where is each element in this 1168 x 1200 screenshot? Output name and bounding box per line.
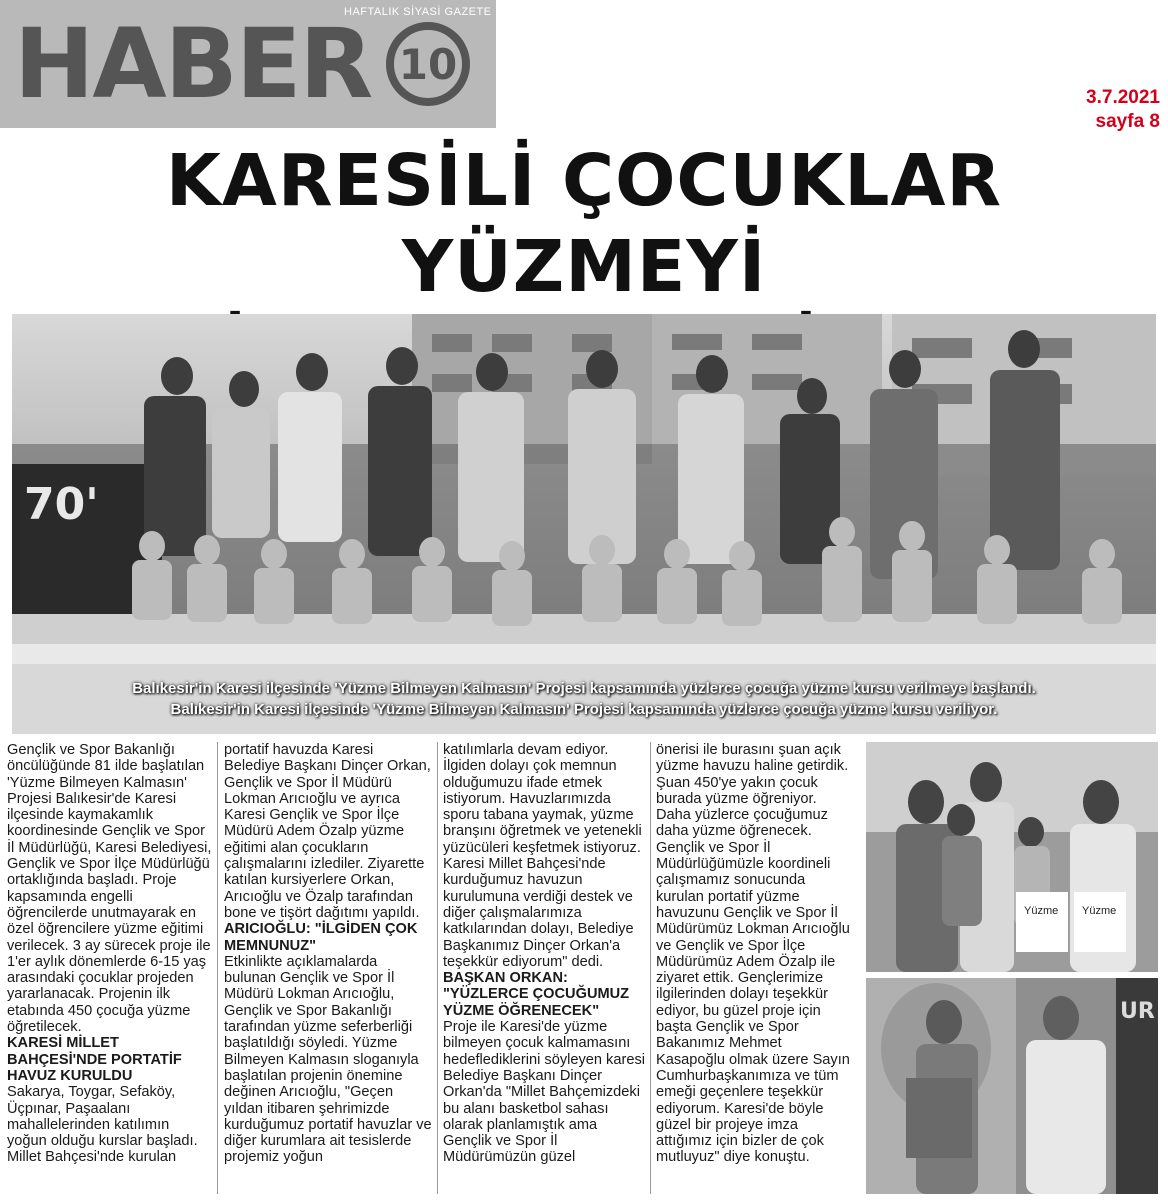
side-photo-bottom [866, 978, 1158, 1194]
article-subheading: BAŞKAN ORKAN: "YÜZLERCE ÇOCUĞUMUZ YÜZME ÖĞRENECEK" [443, 970, 630, 1019]
column-divider [650, 742, 651, 1194]
masthead [0, 0, 496, 128]
article-paragraph: Etkinlikte açıklamalarda bulunan Gençlik ve Spor İl Müdürü Lokman Arıcıoğlu, Gençlik ve Spor Bakanlığı tarafından yüzme seferberliği başlatıldığı söyledi. Yüzme Bilmeyen Kalmasın sloganıyla başlatılan projenin önemine değinen Arıcıoğlu, "Geçen yıldan itibaren şehrimizde kurduğumuz portatif havuzlar ve diğer kurumlara ait tesislerde projemiz yoğun [224, 953, 432, 1166]
column-divider [217, 742, 218, 1194]
side-banner-fragment: UR [1120, 999, 1155, 1024]
article-column-4 [656, 742, 854, 1166]
article-column-2 [224, 742, 432, 1166]
article-paragraph: Sakarya, Toygar, Sefaköy, Üçpınar, Paşaalanı mahallelerinden katılımın yoğun olduğu kurslar başladı. Millet Bahçesi'nde kurulan [7, 1084, 198, 1166]
article-column-3 [443, 742, 645, 1166]
article-subheading: KARESİ MİLLET BAHÇESİ'NDE PORTATİF HAVUZ KURULDU [7, 1035, 182, 1084]
column-divider [437, 742, 438, 1194]
side-photo-top-image [866, 742, 1158, 972]
issue-date: 3.7.2021 [1086, 87, 1160, 108]
issue-info [1086, 86, 1160, 134]
masthead-number: 10 [386, 22, 470, 106]
side-photo-bottom-image [866, 978, 1158, 1194]
article-paragraph: önerisi ile burasını şuan açık yüzme havuzu haline getirdik. Şuan 450'ye yakın çocuk burada yüzme öğreniyor. Daha yüzlerce çocuğumuz daha yüzme öğrenecek. Gençlik ve Spor İl Müdürlüğümüzle koordineli çalışmamız sonucunda kurulan portatif yüzme havuzunu Gençlik ve Spor İl Müdürümüz Lokman Arıcıoğlu ve Gençlik ve Spor İlçe Müdürümüz Adem Özalp ile ziyaret ettik. Gençlerimize ilgilerinden dolayı teşekkür ediyor, bu güzel proje için başta Gençlik ve Spor Bakanımız Mehmet Kasapoğlu olmak üzere Sayın Cumhurbaşkanımıza ve tüm emeği geçenlere teşekkür ediyorum. Karesi'de böyle güzel bir projeye imza attığımız için bizler de çok mutluyuz" diye konuştu. [656, 742, 850, 1166]
article-paragraph: Proje ile Karesi'de yüzme bilmeyen çocuk kalmamasını hedeflediklerini söyleyen karesi Belediye Başkanı Dinçer Orkan'da "Millet Bahçemizdeki bu alanı basketbol sahası olarak planlamıştık ama Gençlik ve Spor İl Müdürümüzün güzel [443, 1019, 645, 1166]
caption-line-1: Balıkesir'in Karesi ilçesinde 'Yüzme Bilmeyen Kalmasın' Projesi kapsamında yüzlerce çocuğa yüzme kursu verilmeye başlandı. [132, 680, 1036, 697]
issue-page: sayfa 8 [1095, 111, 1160, 132]
article-paragraph: Gençlik ve Spor Bakanlığı öncülüğünde 81 ilde başlatılan 'Yüzme Bilmeyen Kalmasın' Projesi Balıkesir'de Karesi ilçesinde kaymakamlık koordinesinde Gençlik ve Spor İl Müdürlüğü, Karesi Belediyesi, Gençlik ve Spor İlçe Müdürlüğü ortaklığında başladı. Proje kapsamında engelli öğrencilerde unutmayarak en özel öğrencilere yüzme eğitimi verilecek. 3 ay sürecek proje ile 1'er aylık dönemlerde 6-15 yaş arasındaki çocuklar projeden yararlanacak. Projenin ilk etabında 450 çocuğa yüzme öğretilecek. [7, 742, 212, 1036]
article-paragraph: katılımlarla devam ediyor. İlgiden dolayı çok memnun olduğumuzu ifade etmek istiyorum. Havuzlarımızda sporu tabana yaymak, yüzme branşını öğretmek ve yetenekli yüzücüleri keşfetmek istiyoruz. Karesi Millet Bahçesi'nde kurduğumuz havuzun kurulumuna verdiği destek ve diğer çalışmalarımıza katkılarından dolayı, Belediye Başkanımız Dinçer Orkan'a teşekkür ediyorum" dedi. [443, 742, 642, 970]
headline-line-1: KARESİLİ ÇOCUKLAR YÜZMEYİ [165, 139, 1003, 308]
masthead-name: HABER [14, 8, 372, 120]
masthead-tagline: HAFTALIK SİYASİ GAZETE [344, 6, 492, 18]
shirt-text-a: Yüzme [1024, 905, 1059, 917]
caption-line-2: Balıkesir'in Karesi ilçesinde 'Yüzme Bilmeyen Kalmasın' Projesi kapsamında yüzlerce çocuğa yüzme kursu veriliyor. [170, 701, 998, 718]
article-paragraph: portatif havuzda Karesi Belediye Başkanı Dinçer Orkan, Gençlik ve Spor İl Müdürü Lokman Arıcıoğlu ve ayrıca Karesi Gençlik ve Spor İlçe Müdürü Adem Özalp yüzme eğitimi alan çocukların çalışmalarını izlediler. Ziyarette katılan kursiyerlere Orkan, Arıcıoğlu ve Özalp tarafından bone ve tişört dağıtımı yapıldı. [224, 742, 431, 921]
article-column-1 [7, 742, 213, 1166]
article-subheading: ARICIOĞLU: "İLGİDEN ÇOK MEMNUNUZ" [224, 921, 418, 954]
side-photo-top [866, 742, 1158, 972]
photo-caption [12, 678, 1156, 720]
main-photo [12, 314, 1156, 734]
shirt-text-b: Yüzme [1082, 905, 1117, 917]
main-photo-image [12, 314, 1156, 734]
photo-banner-text: 70' [24, 479, 99, 530]
